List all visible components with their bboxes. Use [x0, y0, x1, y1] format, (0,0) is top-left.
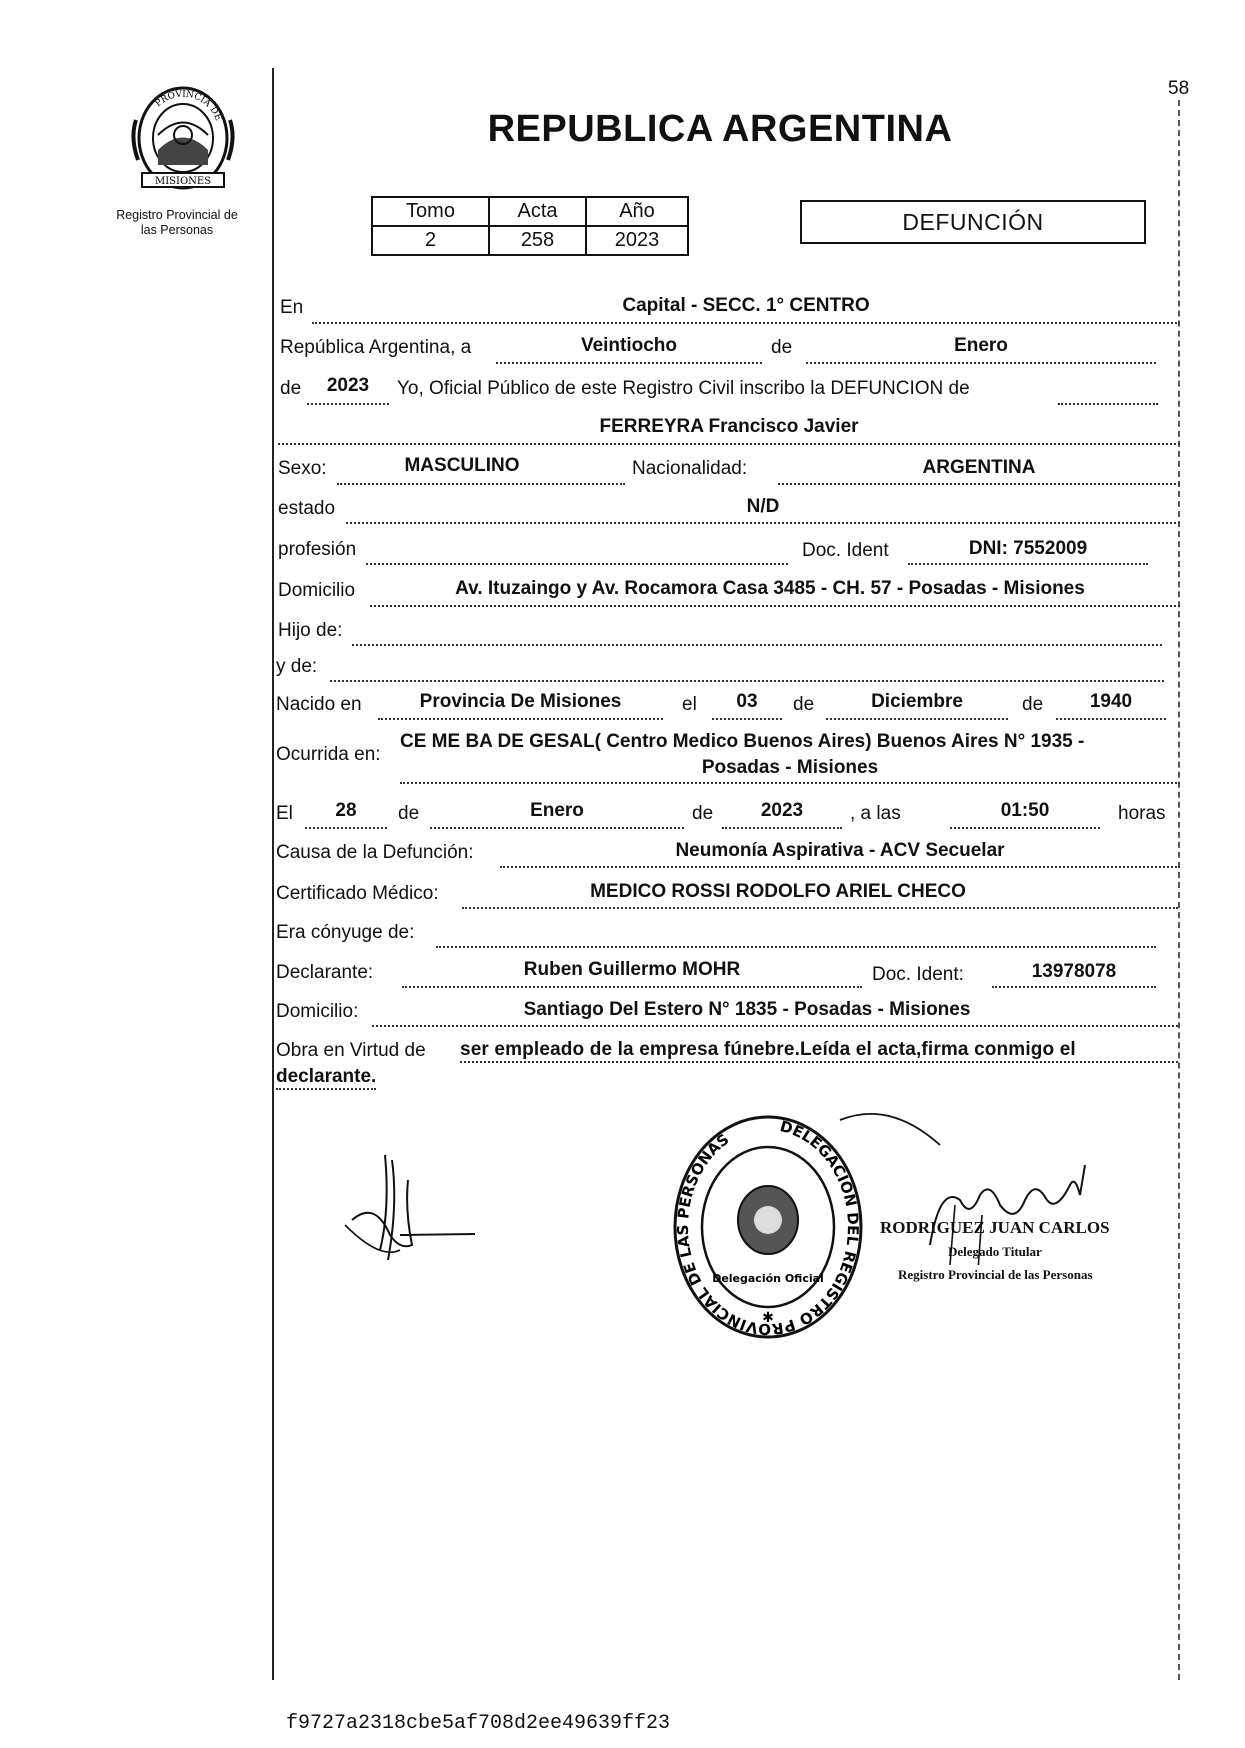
- en-label: En: [280, 297, 304, 318]
- month-line: [806, 362, 1156, 364]
- month-value: Enero: [954, 335, 1008, 356]
- record-type-box: DEFUNCIÓN: [800, 200, 1146, 244]
- obra-value2: declarante.: [276, 1066, 376, 1090]
- fall-anio: 2023: [760, 800, 804, 821]
- logo-ring-text: PROVINCIA DE: [153, 89, 224, 123]
- fall-hora-line: [950, 827, 1100, 829]
- hijo-de-label: Hijo de:: [278, 620, 343, 641]
- nacionalidad-line: [778, 483, 1180, 485]
- estado-value: N/D: [746, 496, 780, 517]
- day-words: Veintiocho: [580, 335, 678, 356]
- fall-de2-label: de: [692, 803, 714, 824]
- nacido-mes-line: [826, 718, 1008, 720]
- acta-header: Acta: [489, 197, 586, 226]
- officer-org: Registro Provincial de las Personas: [898, 1267, 1093, 1282]
- doc-ident-label: Doc. Ident: [802, 540, 889, 561]
- obra-label: Obra en Virtud de: [276, 1040, 426, 1061]
- acta-value: 258: [489, 226, 586, 255]
- El-label: El: [276, 803, 293, 824]
- ocurrida-line1: CE ME BA DE GESAL( Centro Medico Buenos Aires) Buenos Aires N° 1935 -: [400, 731, 1085, 752]
- anio-value: 2023: [586, 226, 688, 255]
- tomo-value: 2: [372, 226, 489, 255]
- nacido-de2-label: de: [1022, 694, 1044, 715]
- nacido-de-label: de: [793, 694, 815, 715]
- inscribo-line: [1058, 403, 1158, 405]
- de-year-label: de: [280, 378, 302, 399]
- anio-header: Año: [586, 197, 688, 226]
- obra-value: ser empleado de la empresa fúnebre.Leída el acta,firma conmigo el: [460, 1039, 1178, 1063]
- conyuge-line: [436, 946, 1156, 948]
- certificado-line: [462, 907, 1178, 909]
- domicilio2-line: [372, 1025, 1178, 1027]
- en-value: Capital - SECC. 1° CENTRO: [622, 295, 870, 316]
- domicilio-value: Av. Ituzaingo y Av. Rocamora Casa 3485 - CH. 57 - Posadas - Misiones: [455, 578, 1085, 599]
- officer-signature: [830, 1105, 1130, 1265]
- sexo-value: MASCULINO: [404, 455, 520, 476]
- declarante-label: Declarante:: [276, 962, 374, 983]
- domicilio-label: Domicilio: [278, 580, 356, 601]
- nacido-anio-line: [1056, 718, 1166, 720]
- tomo-header: Tomo: [372, 197, 489, 226]
- declarante-doc-value: 13978078: [1031, 961, 1117, 982]
- officer-name: RODRIGUEZ JUAN CARLOS: [880, 1218, 1110, 1237]
- certificado-label: Certificado Médico:: [276, 883, 439, 904]
- nacido-dia: 03: [736, 691, 758, 712]
- estado-label: estado: [278, 498, 336, 519]
- fall-mes: Enero: [530, 800, 584, 821]
- profesion-label: profesión: [278, 539, 357, 560]
- record-index-table: [371, 196, 689, 256]
- fall-dia-line: [305, 827, 387, 829]
- inscribo-text: Yo, Oficial Público de este Registro Civil inscribo la DEFUNCION de: [397, 378, 970, 399]
- registry-caption-line1: Registro Provincial de: [116, 208, 238, 222]
- de-label: de: [771, 337, 793, 358]
- deceased-name: FERREYRA Francisco Javier: [599, 416, 859, 437]
- stamp-ring-text: DELEGACION DEL REGISTRO PROVINCIAL DE LAS PERSONAS: [673, 1117, 863, 1339]
- domicilio2-value: Santiago Del Estero N° 1835 - Posadas - Misiones: [523, 999, 971, 1020]
- page-number: 58: [1168, 78, 1190, 99]
- fall-anio-line: [722, 827, 842, 829]
- record-index-header-row: [372, 197, 688, 226]
- document-hash: f9727a2318cbe5af708d2ee49639ff23: [286, 1712, 671, 1735]
- sexo-line: [337, 483, 625, 485]
- nacionalidad-label: Nacionalidad:: [632, 458, 748, 479]
- nacido-label: Nacido en: [276, 694, 362, 715]
- ocurrida-label: Ocurrida en:: [276, 744, 381, 765]
- a-las-label: , a las: [850, 803, 901, 824]
- declarante-doc-label: Doc. Ident:: [872, 964, 964, 985]
- name-line: [278, 443, 1180, 445]
- causa-value: Neumonía Aspirativa - ACV Secuelar: [675, 840, 1005, 861]
- ocurrida-line: [400, 782, 1180, 784]
- logo-ribbon-text: MISIONES: [154, 176, 212, 187]
- profesion-line: [366, 563, 788, 565]
- stamp-inner-text: Delegación Oficial: [712, 1272, 824, 1285]
- nacido-anio: 1940: [1089, 691, 1133, 712]
- year-value: 2023: [326, 375, 370, 396]
- hijo-de-line: [352, 644, 1162, 646]
- declarante-line: [402, 986, 862, 988]
- causa-line: [500, 866, 1180, 868]
- fall-mes-line: [430, 827, 684, 829]
- nacionalidad-value: ARGENTINA: [922, 457, 1036, 478]
- y-de-line: [330, 680, 1164, 682]
- declarante-value: Ruben Guillermo MOHR: [523, 959, 741, 980]
- domicilio2-label: Domicilio:: [276, 1001, 359, 1022]
- certificado-value: MEDICO ROSSI RODOLFO ARIEL CHECO: [590, 881, 966, 902]
- country-title: REPUBLICA ARGENTINA: [487, 108, 953, 150]
- y-de-label: y de:: [276, 656, 318, 677]
- provincial-seal-logo: [128, 80, 238, 198]
- left-margin-line: [272, 68, 274, 1680]
- conyuge-label: Era cónyuge de:: [276, 922, 415, 943]
- fall-dia: 28: [335, 800, 357, 821]
- stamp-star-icon: ✱: [762, 1309, 774, 1325]
- causa-label: Causa de la Defunción:: [276, 842, 474, 863]
- nacido-dia-line: [712, 718, 782, 720]
- estado-line: [346, 522, 1180, 524]
- nacido-lugar-line: [378, 718, 663, 720]
- year-line: [307, 403, 389, 405]
- right-margin-line: [1178, 100, 1180, 1680]
- record-index-value-row: [372, 226, 688, 255]
- registry-caption: [96, 208, 258, 238]
- declarant-signature: [340, 1150, 480, 1270]
- republica-label: República Argentina, a: [280, 337, 472, 358]
- day-words-line: [496, 362, 762, 364]
- officer-title: Delegado Titular: [948, 1244, 1042, 1259]
- ocurrida-line2: Posadas - Misiones: [701, 757, 879, 778]
- doc-ident-line: [908, 563, 1148, 565]
- en-line: [312, 322, 1180, 324]
- registry-caption-line2: las Personas: [140, 223, 214, 237]
- fall-de-label: de: [398, 803, 420, 824]
- el-label: el: [682, 694, 697, 715]
- nacido-mes: Diciembre: [871, 691, 963, 712]
- domicilio-line: [370, 605, 1180, 607]
- sexo-label: Sexo:: [278, 458, 327, 479]
- doc-ident-value: DNI: 7552009: [968, 538, 1088, 559]
- declarante-doc-line: [992, 986, 1156, 988]
- nacido-lugar: Provincia De Misiones: [419, 691, 622, 712]
- fall-hora: 01:50: [1000, 800, 1050, 821]
- horas-label: horas: [1118, 803, 1166, 824]
